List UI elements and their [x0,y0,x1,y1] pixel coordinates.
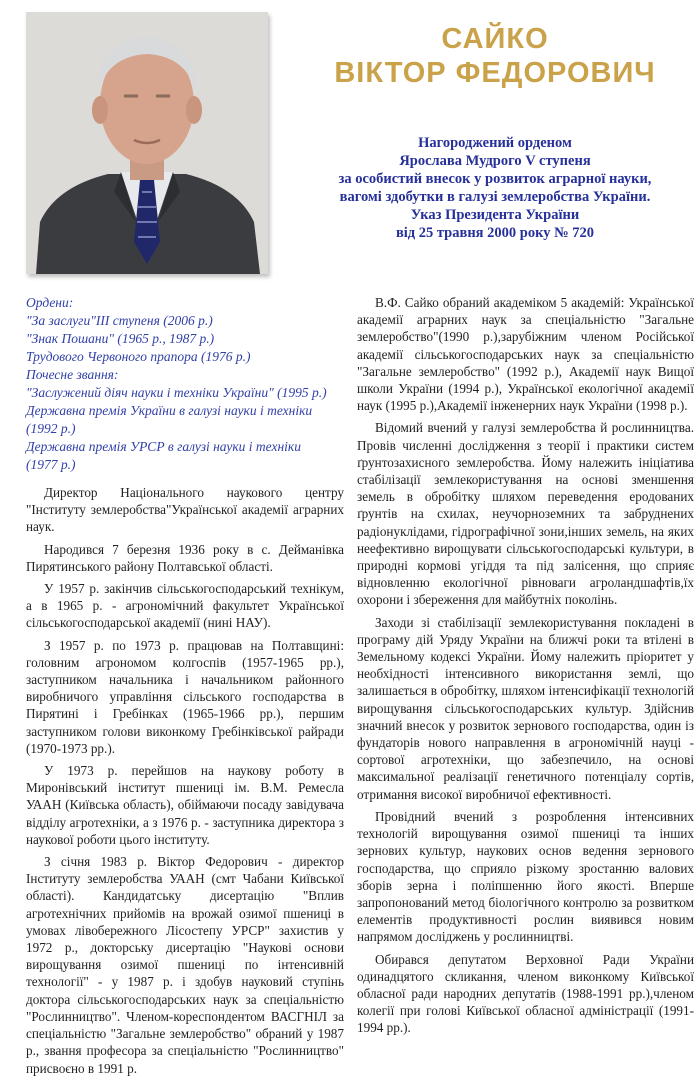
paragraph: В.Ф. Сайко обраний академіком 5 академій: Української академії аграрних наук за спеціальністю "Загальне землеробство"(1990 р.),зарубіжним членом Російської академії сільськогосподарських наук за спеціальністю "Загальне землеробство" (1992 р.), Академії наук Вищої школи України (1994 р.), Української екологічної академії наук (1995 р.),Академії інженерних наук України (1998 р.). [357,295,694,414]
award-line: за особистий внесок у розвиток аграрної науки, [338,171,652,187]
biography-left-column [26,484,344,1082]
portrait-photo [26,12,268,274]
honors-line: (1992 р.) [26,421,76,436]
award-line: вагомі здобутки в галузі землеробства України. [339,189,651,205]
honors-line: "Знак Пошани" (1965 р., 1987 р.) [26,331,215,346]
paragraph: Директор Національного наукового центру "Інституту землеробства"Української академії аграрних наук. [26,485,344,535]
honors-line: Державна премія УРСР в галузі науки і техніки [26,439,301,454]
honors-line: "За заслуги"III ступеня (2006 р.) [26,313,213,328]
paragraph: Заходи зі стабілізації землекористування покладені в програму дій Уряду України на ближчі роки та втілені в Земельному кодексі України. Йому належить пріоритет у необхідності інтенсивного використання землі, що залишається в обробітку, шляхом інтенсифікації технологій вирощування сільськогосподарських культур. Здійснив значний внесок у розвиток зернового господарства, один із фундаторів нового направлення в агрономічній науці - сортової агротехніки, що забезпечило, на основі максимальної реалізації генетичного потенціалу сортів, отримання високої виробничої ефективності. [357,614,694,802]
paragraph: З 1957 р. по 1973 р. працював на Полтавщині: головним агрономом колгоспів (1957-1965 рр.), заступником начальника і начальником районного виробничого управління сільського господарства в Пирятині і Гребінках (1965-1966 рр.), першим заступником голови виконкому Гребінківської райради (1970-1973 рр.). [26,637,344,756]
paragraph: Народився 7 березня 1936 року в с. Дейманівка Пирятинського району Полтавської області. [26,541,344,574]
paragraph: У 1973 р. перейшов на наукову роботу в Миронівський інститут пшениці ім. В.М. Ремесла УААН (Київська область), обіймаючи посаду завідувача відділу агротехніки, а з 1976 р. - заступника директора з наукової роботи цього інституту. [26,763,344,847]
honors-line: Почесне звання: [26,367,119,382]
award-notice [300,134,690,242]
paragraph: Обирався депутатом Верховної Ради України одинадцятого скликання, членом виконкому Київської обласної ради народних депутатів (1988-1991 рр.),членом колегії при голові Київської обласної адміністрації (1991-1994 рр.). [357,951,694,1036]
paragraph: Провідний вчений з розроблення інтенсивних технологій вирощування озимої пшениці та інших зернових культур, наукових основ ведення зернового господарства, що сприяло різкому зростанню валових зборів зерна і поліпшенню його якості. Вперше запропонований метод біологічного контролю за розвитком елементів продуктивності рослин виявився новим напрямом досліджень у рослинництві. [357,808,694,945]
honors-line: "Заслужений діяч науки і техніки України" (1995 р.) [26,385,327,400]
paragraph: З січня 1983 р. Віктор Федорович - директор Інституту землеробства УААН (смт Чабани Київської області). Кандидатську дисертацію "Вплив агротехнічних прийомів на врожай озимої пшениці в умовах лівобережного Лісостепу УРСР" захистив у 1972 р., докторську дисертацію "Наукові основи вирощування озимої пшениці по інтенсивній технології" - у 1987 р. і здобув науковий ступінь доктора сільськогосподарських наук за спеціальністю "Рослинництво". Членом-кореспондентом ВАСГНІЛ за спеціальністю "Загальне землеробство" обраний у 1987 р., звання професора за спеціальністю "Рослинництво" присвоєно в 1991 р. [26,854,344,1076]
biography-right-column [357,294,694,1042]
honors-line: (1977 р.) [26,457,76,472]
surname: САЙКО [441,23,549,55]
award-line: Ярослава Мудрого V ступеня [399,153,591,169]
honors-line: Державна премія України в галузі науки і техніки [26,403,313,418]
award-line: Нагороджений орденом [418,135,572,151]
paragraph: Відомий вчений у галузі землеробства й рослинництва. Провів численні дослідження з теорії і практики систем ґрунтозахисного землеробства. Йому належить ініціатива стабілізації землекористування на основі зменшення земель в обробітку шляхом переведення еродованих ґрунтів на схилах, неучорноземних та забруднених радіонуклідами, гідрографічної зони,інших земель, на яких неефективно вирощувати сільськогосподарські культури, в природні кормові угіддя та під залісення, що сприяє відновленню екологічної рівноваги агроландшафтів,їх охорони і збереження для майбутніх поколінь. [357,420,694,608]
person-name [300,22,690,90]
award-line: Указ Президента України [410,207,580,223]
given-names: ВІКТОР ФЕДОРОВИЧ [334,57,656,89]
paragraph: У 1957 р. закінчив сільськогосподарський технікум, а в 1965 р. - агрономічний факультет Української сільськогосподарської академії (нині НАУ). [26,581,344,631]
honors-line: Трудового Червоного прапора (1976 р.) [26,349,251,364]
award-line: від 25 травня 2000 року № 720 [395,225,595,241]
honors-list [26,294,356,474]
honors-line: Ордени: [26,295,74,310]
